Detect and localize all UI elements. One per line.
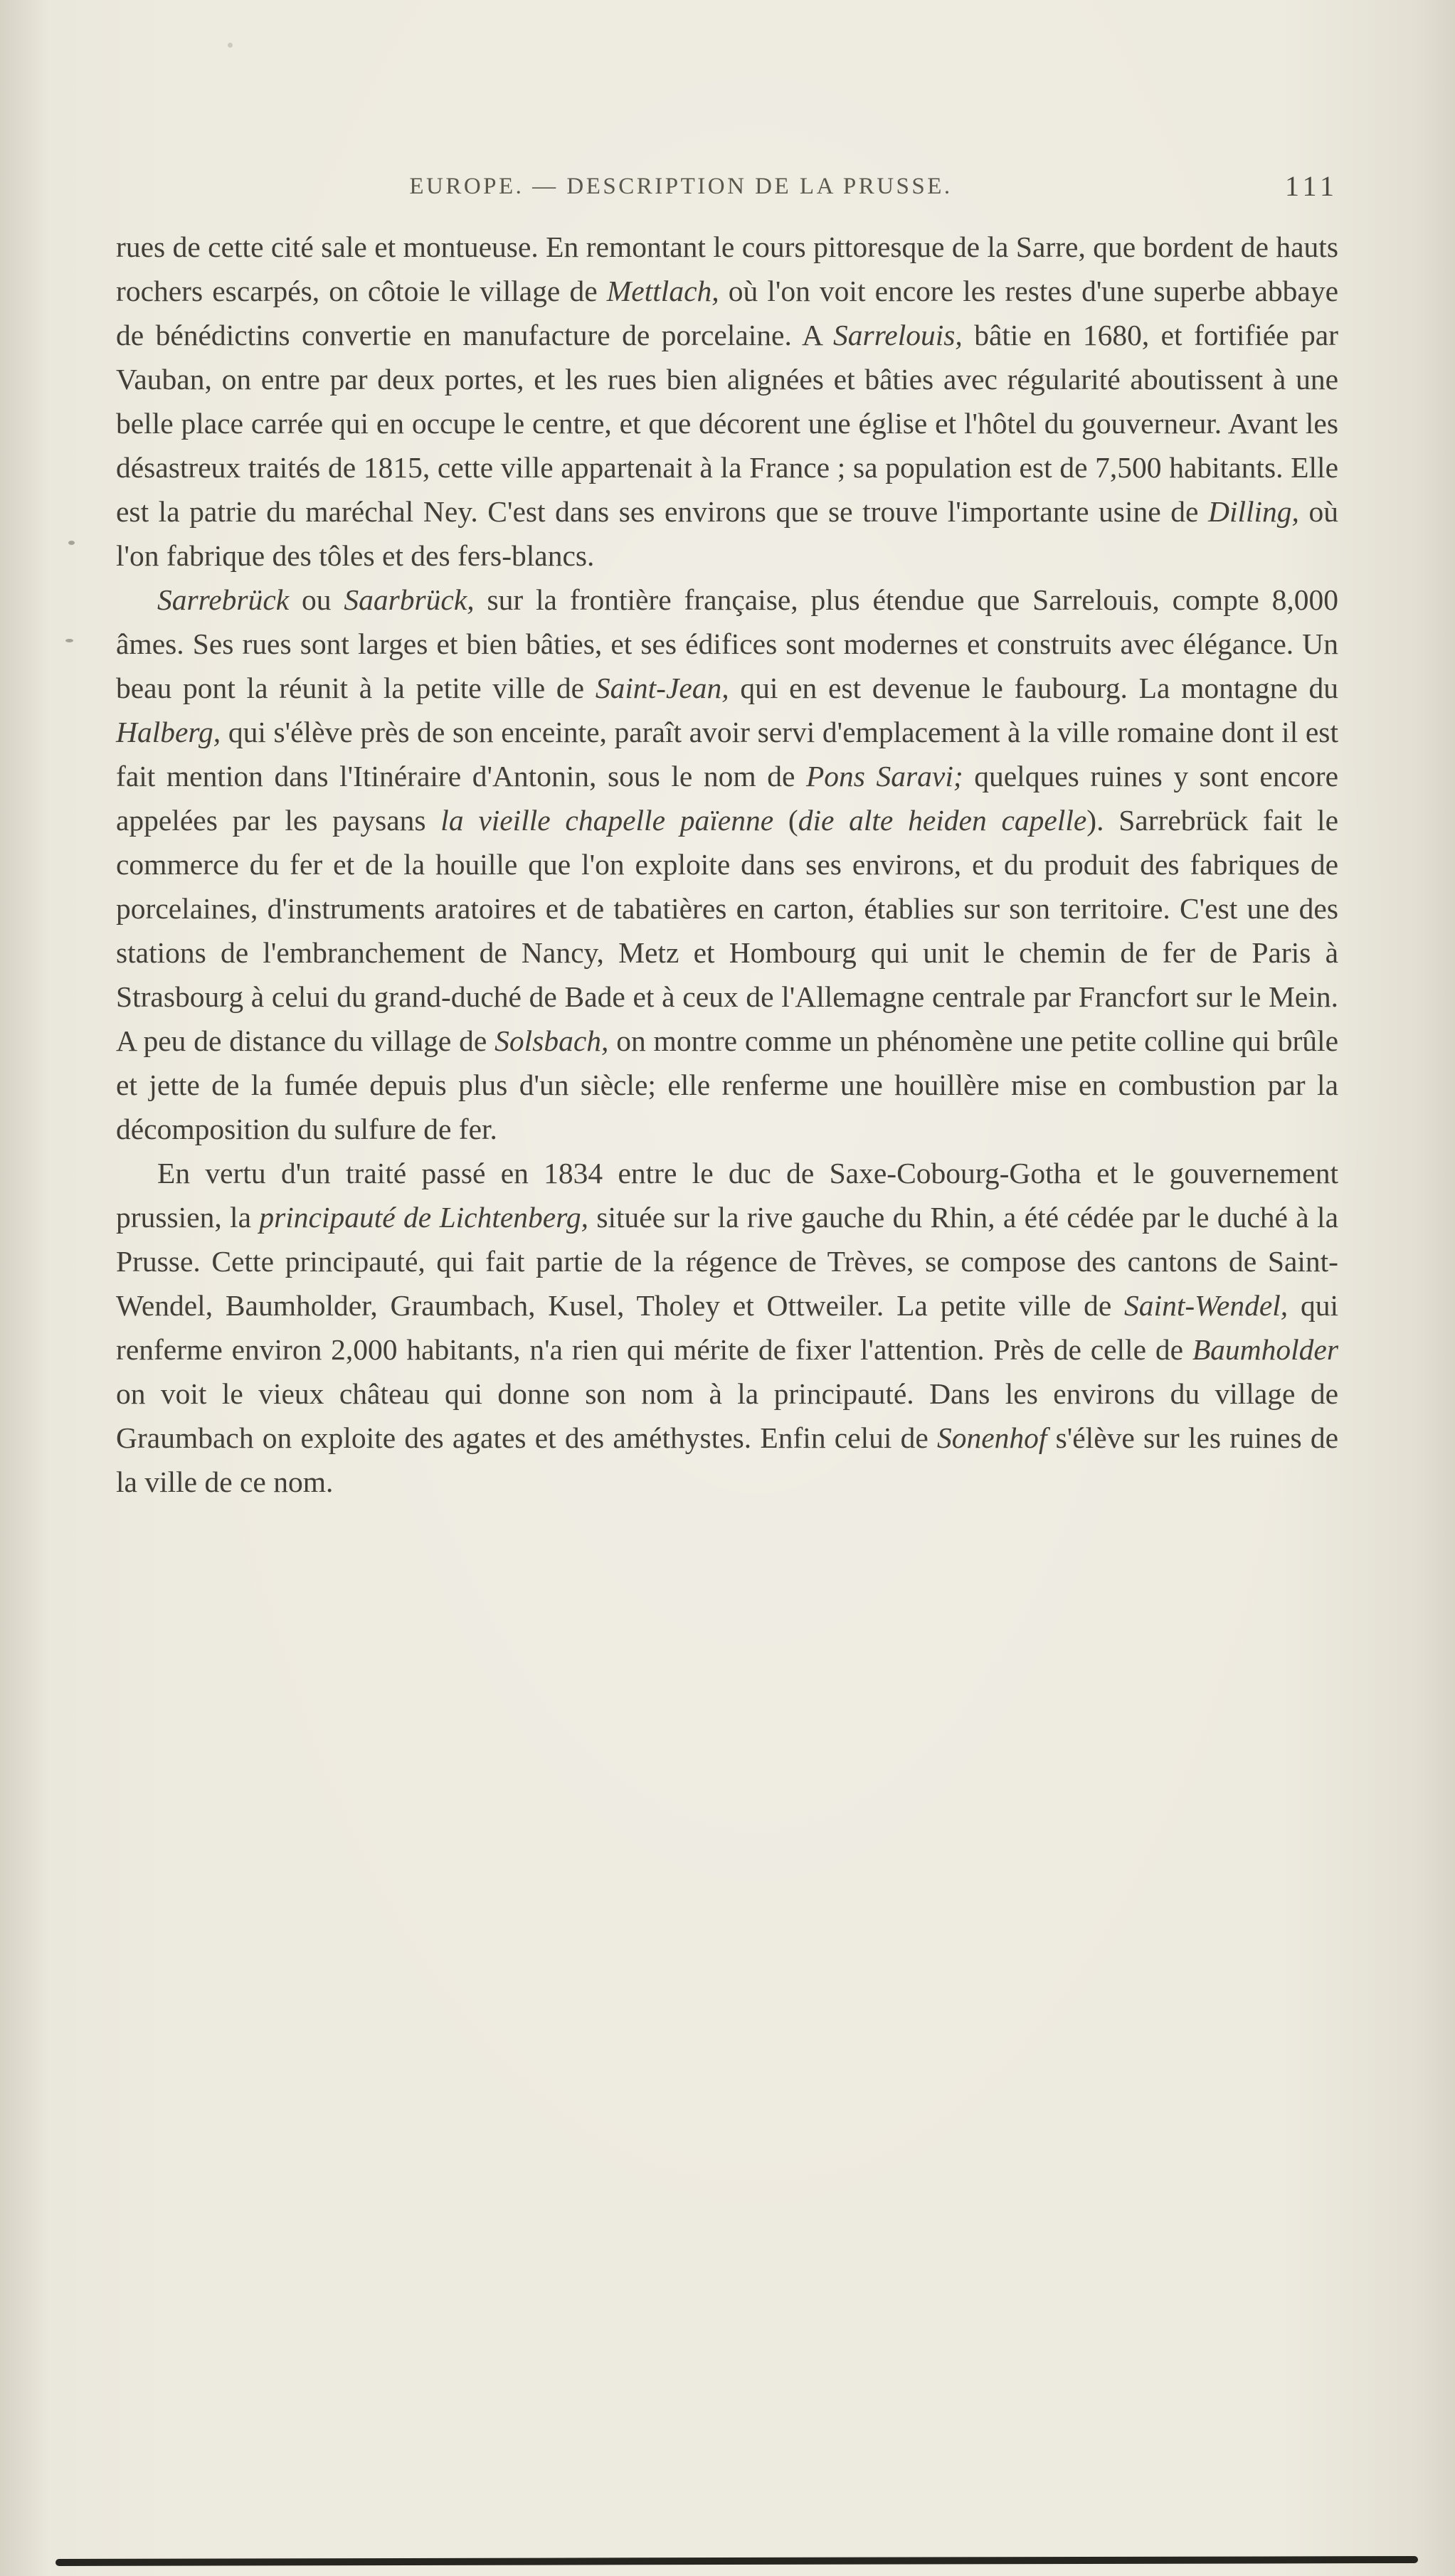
paragraph	[116, 1151, 1338, 1504]
scan-edge-artifact	[55, 2556, 1418, 2566]
text-segment: qui s'élève près de son enceinte, paraît avoir servi d'emplacement à la ville romaine dont il est fait mention dans l'Itinéraire d'Antonin, sous le nom de	[116, 716, 1338, 793]
text-segment: bâtie en 1680, et fortifiée par Vauban, on entre par deux portes, et les rues bien alignées et bâties avec régularité aboutissent à une belle place carrée qui en occupe le centre, et que décorent une église et l'hôtel du gouverneur. Avant les désastreux traités de 1815, cette ville appartenait à la France ; sa population est de 7,500 habitants. Elle est la patrie du maréchal Ney. C'est dans ses environs que se trouve l'importante usine de	[116, 319, 1338, 528]
italic-text-segment: la vieille chapelle païenne	[440, 804, 774, 837]
italic-text-segment: Sonenhof	[936, 1421, 1047, 1454]
italic-text-segment: die alte heiden capelle	[798, 804, 1087, 837]
text-segment: où l'on fabrique des tôles et des fers-blancs.	[116, 495, 1339, 572]
italic-text-segment: Pons Saravi;	[805, 760, 963, 793]
text-segment: ). Sarrebrück fait le commerce du fer et de la houille que l'on exploite dans ses environs, et du produit des fabriques de porcelaines, d'instruments aratoires et de tabatières en carton, établies sur son territoire. C'est une des stations de l'embranchement de Nancy, Metz et Hombourg qui unit le chemin de fer de Paris à Strasbourg à celui du grand-duché de Bade et à ceux de l'Allemagne centrale par Francfort sur le Mein. A peu de distance du village de	[116, 804, 1338, 1057]
scan-speck	[68, 541, 75, 545]
text-segment: s'élève sur les ruines de la ville de ce nom.	[116, 1421, 1338, 1498]
italic-text-segment: Sarrebrück	[157, 583, 290, 616]
text-segment: qui en est devenue le faubourg. La montagne du	[729, 672, 1338, 704]
text-segment: on voit le vieux château qui donne son nom à la principauté. Dans les environs du village de Graumbach on exploite des agates et des améthystes. Enfin celui de	[116, 1377, 1338, 1454]
paragraph	[116, 225, 1338, 578]
text-segment: située sur la rive gauche du Rhin, a été cédée par le duché à la Prusse. Cette principauté, qui fait partie de la régence de Trèves, se compose des cantons de Saint-Wendel, Baumholder, Graumbach, Kusel, Tholey et Ottweiler. La petite ville de	[116, 1201, 1338, 1322]
page-number: 111	[1284, 170, 1338, 202]
italic-text-segment: Saint-Jean,	[595, 672, 729, 704]
page-body	[116, 225, 1338, 1504]
text-segment: quelques ruines y sont encore appelées par les paysans	[116, 760, 1339, 837]
text-segment: sur la frontière française, plus étendue que Sarrelouis, compte 8,000 âmes. Ses rues sont larges et bien bâties, et ses édifices sont modernes et construits avec élégance. Un beau pont la réunit à la petite ville de	[116, 583, 1338, 704]
scan-speck	[228, 43, 233, 48]
italic-text-segment: Mettlach,	[606, 275, 719, 307]
text-segment: où l'on voit encore les restes d'une superbe abbaye de bénédictins convertie en manufacture de porcelaine. A	[116, 275, 1338, 351]
italic-text-segment: Baumholder	[1192, 1333, 1338, 1366]
scan-speck	[65, 639, 73, 642]
paragraph	[116, 578, 1338, 1151]
italic-text-segment: Saarbrück,	[344, 583, 475, 616]
text-segment: qui renferme environ 2,000 habitants, n'a rien qui mérite de fixer l'attention. Près de celle de	[116, 1289, 1338, 1366]
italic-text-segment: Solsbach,	[494, 1024, 609, 1057]
text-segment: ou	[289, 583, 344, 616]
italic-text-segment: Saint-Wendel,	[1124, 1289, 1289, 1322]
text-segment: (	[773, 804, 798, 837]
italic-text-segment: Sarrelouis,	[833, 319, 963, 351]
running-header	[116, 169, 1338, 206]
text-segment: En vertu d'un traité passé en 1834 entre le duc de Saxe-Cobourg-Gotha et le gouvernement prussien, la	[116, 1157, 1338, 1234]
italic-text-segment: principauté de Lichtenberg,	[259, 1201, 588, 1234]
text-segment: rues de cette cité sale et montueuse. En remontant le cours pittoresque de la Sarre, que bordent de hauts rochers escarpés, on côtoie le village de	[116, 230, 1338, 307]
italic-text-segment: Halberg,	[116, 716, 221, 748]
italic-text-segment: Dilling,	[1207, 495, 1299, 528]
running-title: EUROPE. — DESCRIPTION DE LA PRUSSE.	[409, 174, 953, 199]
text-segment: on montre comme un phénomène une petite colline qui brûle et jette de la fumée depuis plus d'un siècle; elle renferme une houillère mise en combustion par la décomposition du sulfure de fer.	[116, 1024, 1338, 1145]
